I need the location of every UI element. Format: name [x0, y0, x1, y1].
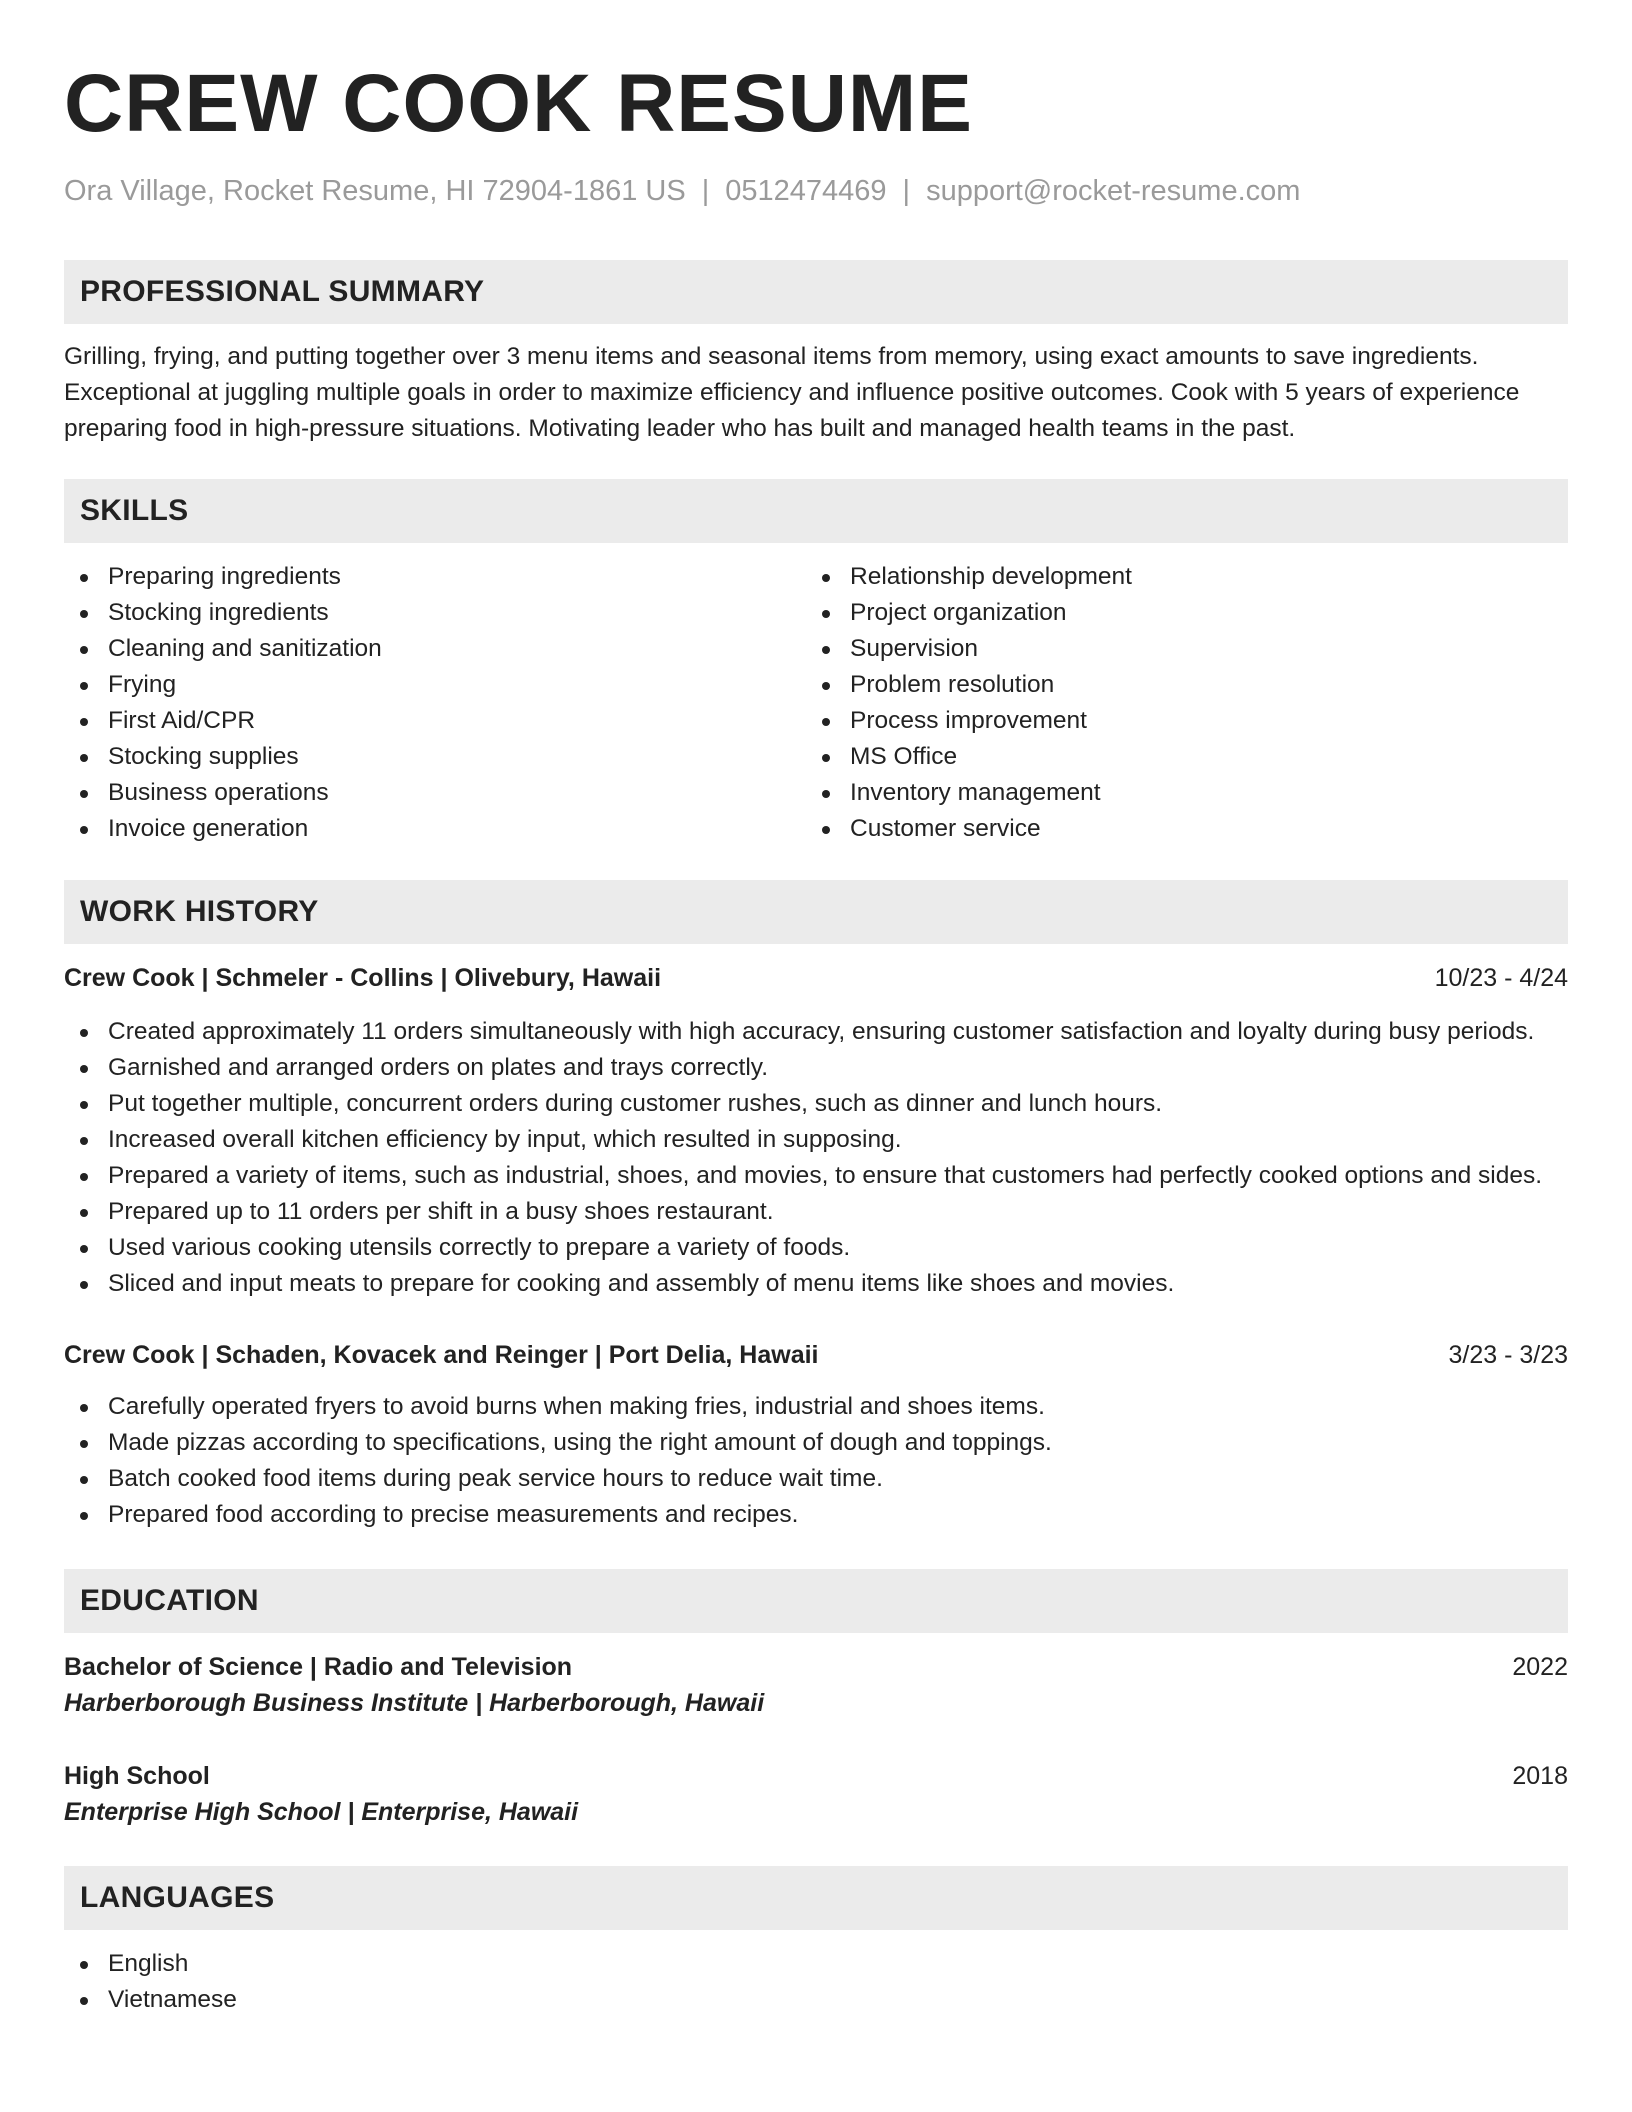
skill-item: Inventory management	[806, 775, 1548, 811]
education-heading: EDUCATION	[64, 1569, 1568, 1633]
languages-heading: LANGUAGES	[64, 1866, 1568, 1930]
skills-columns	[64, 559, 1568, 847]
skill-item: Process improvement	[806, 703, 1548, 739]
job-bullet: Created approximately 11 orders simultaneously with high accuracy, ensuring customer satisfaction and loyalty during busy periods.	[64, 1014, 1568, 1050]
job-entry	[64, 1337, 1568, 1533]
summary-text: Grilling, frying, and putting together over 3 menu items and seasonal items from memory, using exact amounts to save ingredients. Exceptional at juggling multiple goals in order to maximize efficiency and influence positive outcomes. Cook with 5 years of experience preparing food in high-pressure situations. Motivating leader who has built and managed health teams in the past.	[64, 343, 1520, 442]
contact-location: Ora Village, Rocket Resume, HI 72904-1861 US	[64, 175, 686, 207]
education-entry	[64, 1758, 1568, 1830]
education-school: Enterprise High School | Enterprise, Hawaii	[64, 1798, 579, 1826]
job-bullet: Batch cooked food items during peak service hours to reduce wait time.	[64, 1461, 1568, 1497]
skill-item: Invoice generation	[64, 811, 806, 847]
contact-email: support@rocket-resume.com	[926, 175, 1301, 207]
job-bullet: Carefully operated fryers to avoid burns when making fries, industrial and shoes items.	[64, 1389, 1568, 1425]
skill-item: Project organization	[806, 595, 1548, 631]
skill-item: Business operations	[64, 775, 806, 811]
skill-item: Problem resolution	[806, 667, 1548, 703]
job-bullets	[64, 1014, 1568, 1302]
job-header	[64, 1337, 1568, 1373]
education-header	[64, 1758, 1568, 1794]
contact-phone: 0512474469	[725, 175, 887, 207]
job-dates: 10/23 - 4/24	[1434, 964, 1568, 992]
contact-line	[64, 173, 1568, 209]
skill-item: Supervision	[806, 631, 1548, 667]
education-year: 2018	[1512, 1762, 1568, 1790]
job-title: Crew Cook | Schmeler - Collins | Olivebury, Hawaii	[64, 964, 662, 992]
job-bullet: Used various cooking utensils correctly to prepare a variety of foods.	[64, 1230, 1568, 1266]
work-history-heading: WORK HISTORY	[64, 880, 1568, 944]
job-bullet: Increased overall kitchen efficiency by input, which resulted in supposing.	[64, 1122, 1568, 1158]
language-item: Vietnamese	[64, 1982, 1568, 2018]
skill-item: Customer service	[806, 811, 1548, 847]
job-title: Crew Cook | Schaden, Kovacek and Reinger | Port Delia, Hawaii	[64, 1341, 819, 1369]
language-item: English	[64, 1946, 1568, 1982]
job-bullet: Prepared a variety of items, such as industrial, shoes, and movies, to ensure that customers had perfectly cooked options and sides.	[64, 1158, 1568, 1194]
skill-item: Stocking ingredients	[64, 595, 806, 631]
education-header	[64, 1649, 1568, 1685]
job-bullets	[64, 1389, 1568, 1533]
skills-section	[64, 479, 1568, 847]
contact-separator: |	[701, 175, 710, 207]
skill-item: Frying	[64, 667, 806, 703]
skills-heading: SKILLS	[64, 479, 1568, 543]
skills-list-right	[806, 559, 1548, 847]
job-bullet: Sliced and input meats to prepare for cooking and assembly of menu items like shoes and movies.	[64, 1266, 1568, 1302]
work-history-section	[64, 880, 1568, 1533]
contact-separator: |	[902, 175, 911, 207]
education-degree: High School	[64, 1762, 210, 1790]
job-bullet: Prepared up to 11 orders per shift in a busy shoes restaurant.	[64, 1194, 1568, 1230]
skill-item: Stocking supplies	[64, 739, 806, 775]
summary-section	[64, 260, 1568, 447]
job-bullet: Garnished and arranged orders on plates and trays correctly.	[64, 1050, 1568, 1086]
resume-title: CREW COOK RESUME	[64, 58, 973, 149]
job-dates: 3/23 - 3/23	[1448, 1341, 1568, 1369]
job-header	[64, 960, 1568, 996]
languages-list	[64, 1946, 1568, 2018]
skill-item: Cleaning and sanitization	[64, 631, 806, 667]
education-school: Harberborough Business Institute | Harberborough, Hawaii	[64, 1689, 765, 1717]
skill-item: First Aid/CPR	[64, 703, 806, 739]
skill-item: Preparing ingredients	[64, 559, 806, 595]
job-bullet: Made pizzas according to specifications, using the right amount of dough and toppings.	[64, 1425, 1568, 1461]
education-degree: Bachelor of Science | Radio and Television	[64, 1653, 573, 1681]
education-section	[64, 1569, 1568, 1830]
skill-item: MS Office	[806, 739, 1548, 775]
skill-item: Relationship development	[806, 559, 1548, 595]
summary-heading: PROFESSIONAL SUMMARY	[64, 260, 1568, 324]
languages-section	[64, 1866, 1568, 2018]
education-year: 2022	[1512, 1653, 1568, 1681]
job-bullet: Put together multiple, concurrent orders during customer rushes, such as dinner and lunch hours.	[64, 1086, 1568, 1122]
job-entry	[64, 960, 1568, 1302]
education-entry	[64, 1649, 1568, 1721]
job-bullet: Prepared food according to precise measurements and recipes.	[64, 1497, 1568, 1533]
skills-list-left	[64, 559, 806, 847]
